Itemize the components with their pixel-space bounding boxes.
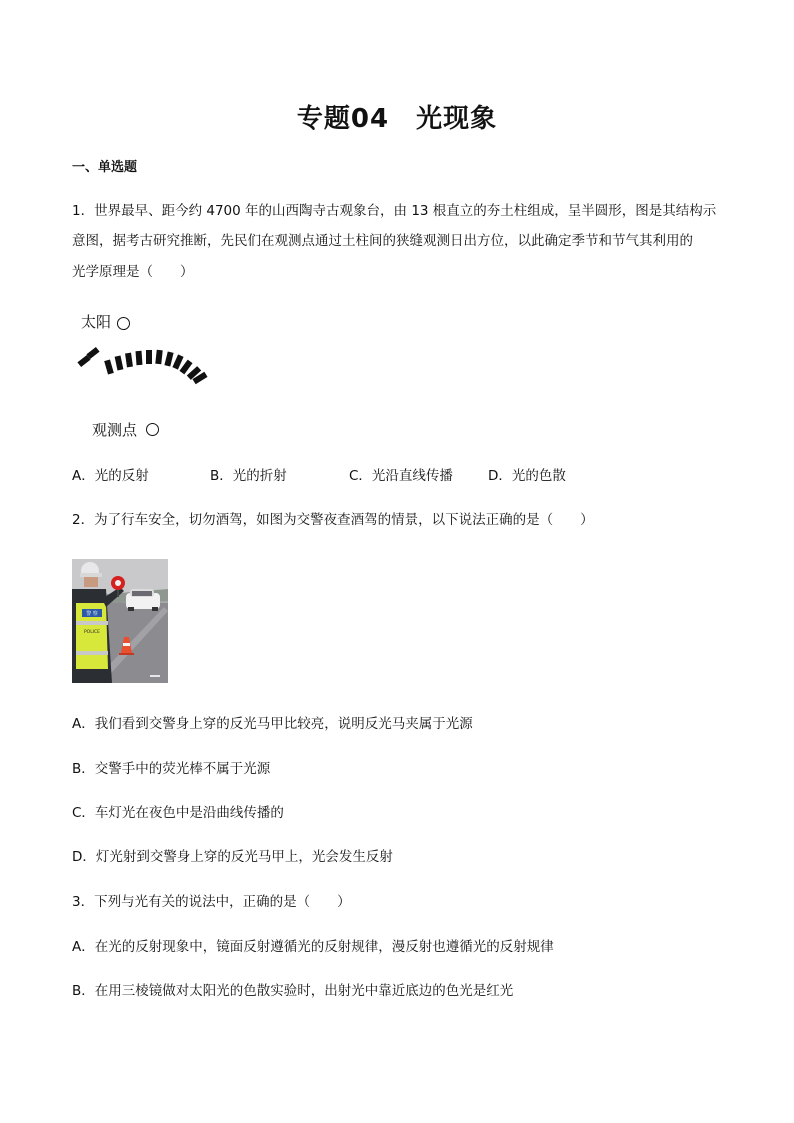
pillar	[155, 350, 162, 365]
pillar	[125, 353, 133, 368]
q3-option-b[interactable]: B．在用三棱镜做对太阳光的色散实验时，出射光中靠近底边的色光是红光	[72, 983, 514, 999]
q2-option-d[interactable]: D．灯光射到交警身上穿的反光马甲上，光会发生反射	[72, 849, 393, 865]
pillar	[136, 351, 143, 365]
q2-option-a[interactable]: A．我们看到交警身上穿的反光马甲比较亮，说明反光马夹属于光源	[72, 716, 473, 732]
q1-option-b[interactable]: B．光的折射	[210, 468, 287, 484]
traffic-police-photo	[72, 559, 168, 683]
pillar	[172, 354, 183, 369]
q1-stem-line-1: 1．世界最早、距今约 4700 年的山西陶寺古观象台，由 13 根直立的夯土柱组成，呈半圆形，图是其结构示	[72, 203, 717, 219]
vest-sub-text: POLICE	[83, 630, 101, 635]
q1-stem-line-2: 意图，据考古研究推断，先民们在观测点通过土柱间的狭缝观测日出方位，以此确定季节和节气其利用的	[72, 233, 693, 249]
q1-stem-line-3: 光学原理是（ ）	[72, 264, 194, 280]
q3-stem: 3．下列与光有关的说法中，正确的是（ ）	[72, 894, 351, 910]
q2-option-b[interactable]: B．交警手中的荧光棒不属于光源	[72, 761, 271, 777]
pillar	[104, 359, 114, 374]
q1-option-a[interactable]: A．光的反射	[72, 468, 149, 484]
q2-stem: 2．为了行车安全，切勿酒驾，如图为交警夜查酒驾的情景，以下说法正确的是（ ）	[72, 512, 594, 528]
q1-option-c[interactable]: C．光沿直线传播	[349, 468, 453, 484]
observer-label: 观测点	[92, 421, 138, 439]
pillar	[164, 351, 173, 366]
section-heading: 一、单选题	[72, 160, 138, 175]
pillar	[146, 350, 152, 364]
q1-option-d[interactable]: D．光的色散	[488, 468, 566, 484]
q3-option-a[interactable]: A．在光的反射现象中，镜面反射遵循光的反射规律，漫反射也遵循光的反射规律	[72, 939, 554, 955]
q2-option-c[interactable]: C．车灯光在夜色中是沿曲线传播的	[72, 805, 284, 821]
pillar	[115, 356, 124, 371]
vest-text: 警 察	[86, 611, 98, 617]
sun-label: 太阳	[81, 313, 112, 331]
observer-circle-icon	[146, 423, 159, 436]
earth-pillars-diagram	[72, 344, 212, 388]
page-title: 专题04 光现象	[296, 104, 498, 134]
sun-circle-icon	[117, 317, 130, 330]
